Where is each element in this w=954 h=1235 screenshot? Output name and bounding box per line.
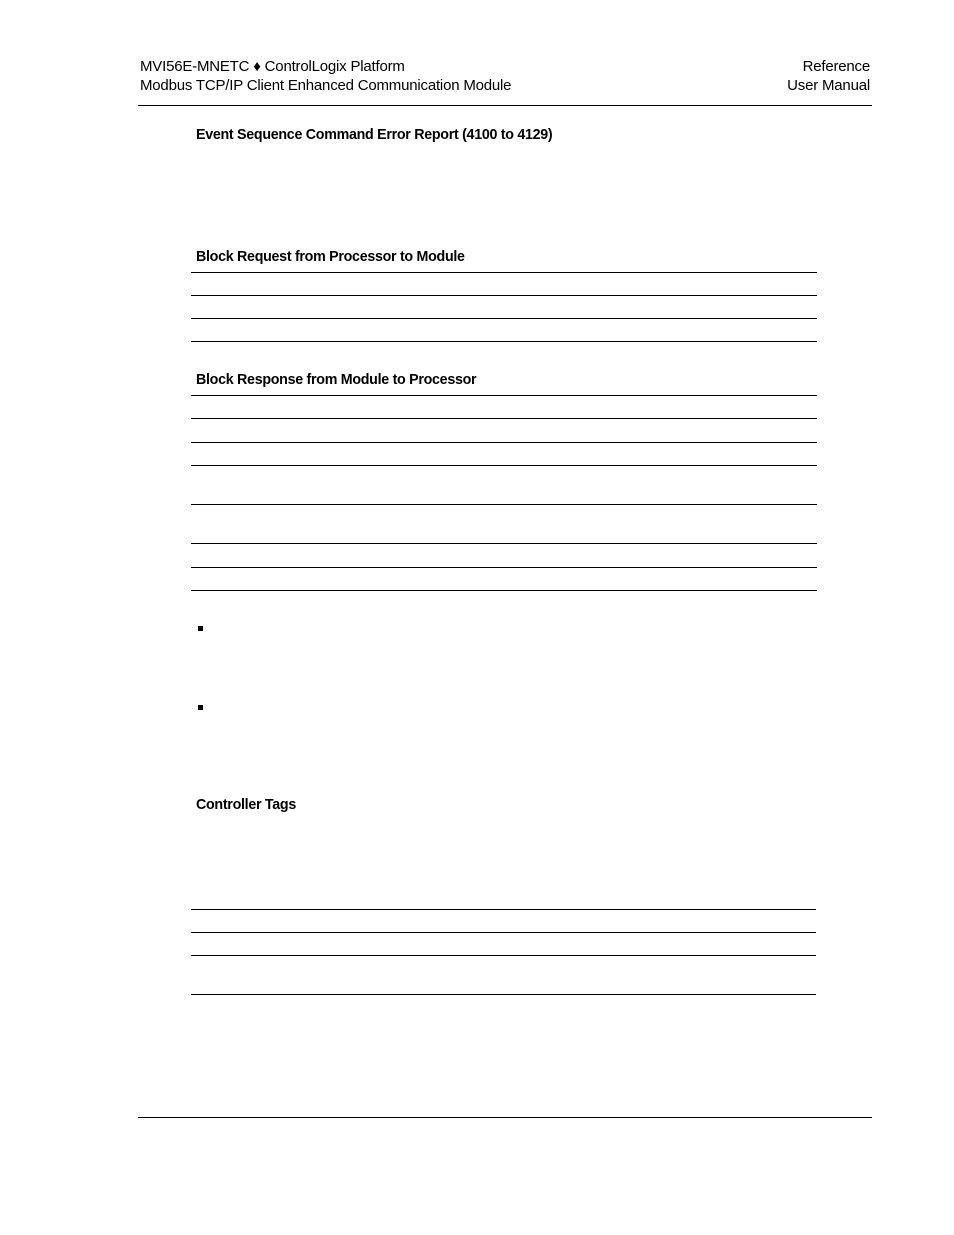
header-divider xyxy=(138,105,872,106)
table-rule xyxy=(191,994,816,995)
footer-divider xyxy=(138,1117,872,1118)
event-sequence-heading: Event Sequence Command Error Report (4100 to 4129) xyxy=(196,126,553,143)
table-rule xyxy=(191,272,817,273)
block-response-heading: Block Response from Module to Processor xyxy=(196,371,477,388)
table-rule xyxy=(191,955,816,956)
table-rule xyxy=(191,504,817,505)
header-product-line: MVI56E-MNETC ♦ ControlLogix Platform xyxy=(140,58,405,75)
table-rule xyxy=(191,465,817,466)
bullet-marker xyxy=(198,705,203,710)
table-rule xyxy=(191,442,817,443)
block-request-heading: Block Request from Processor to Module xyxy=(196,248,465,265)
table-rule xyxy=(191,567,817,568)
table-rule xyxy=(191,341,817,342)
table-rule xyxy=(191,543,817,544)
table-rule xyxy=(191,318,817,319)
header-section-label: Reference xyxy=(802,58,870,75)
header-left xyxy=(140,57,511,95)
header-manual-label: User Manual xyxy=(787,77,870,94)
header-module-line: Modbus TCP/IP Client Enhanced Communication Module xyxy=(140,77,512,94)
table-rule xyxy=(191,909,816,910)
controller-tags-heading: Controller Tags xyxy=(196,796,296,813)
table-rule xyxy=(191,418,817,419)
header-right xyxy=(787,57,870,95)
table-rule xyxy=(191,395,817,396)
table-rule xyxy=(191,590,817,591)
bullet-marker xyxy=(198,626,203,631)
table-rule xyxy=(191,295,817,296)
table-rule xyxy=(191,932,816,933)
